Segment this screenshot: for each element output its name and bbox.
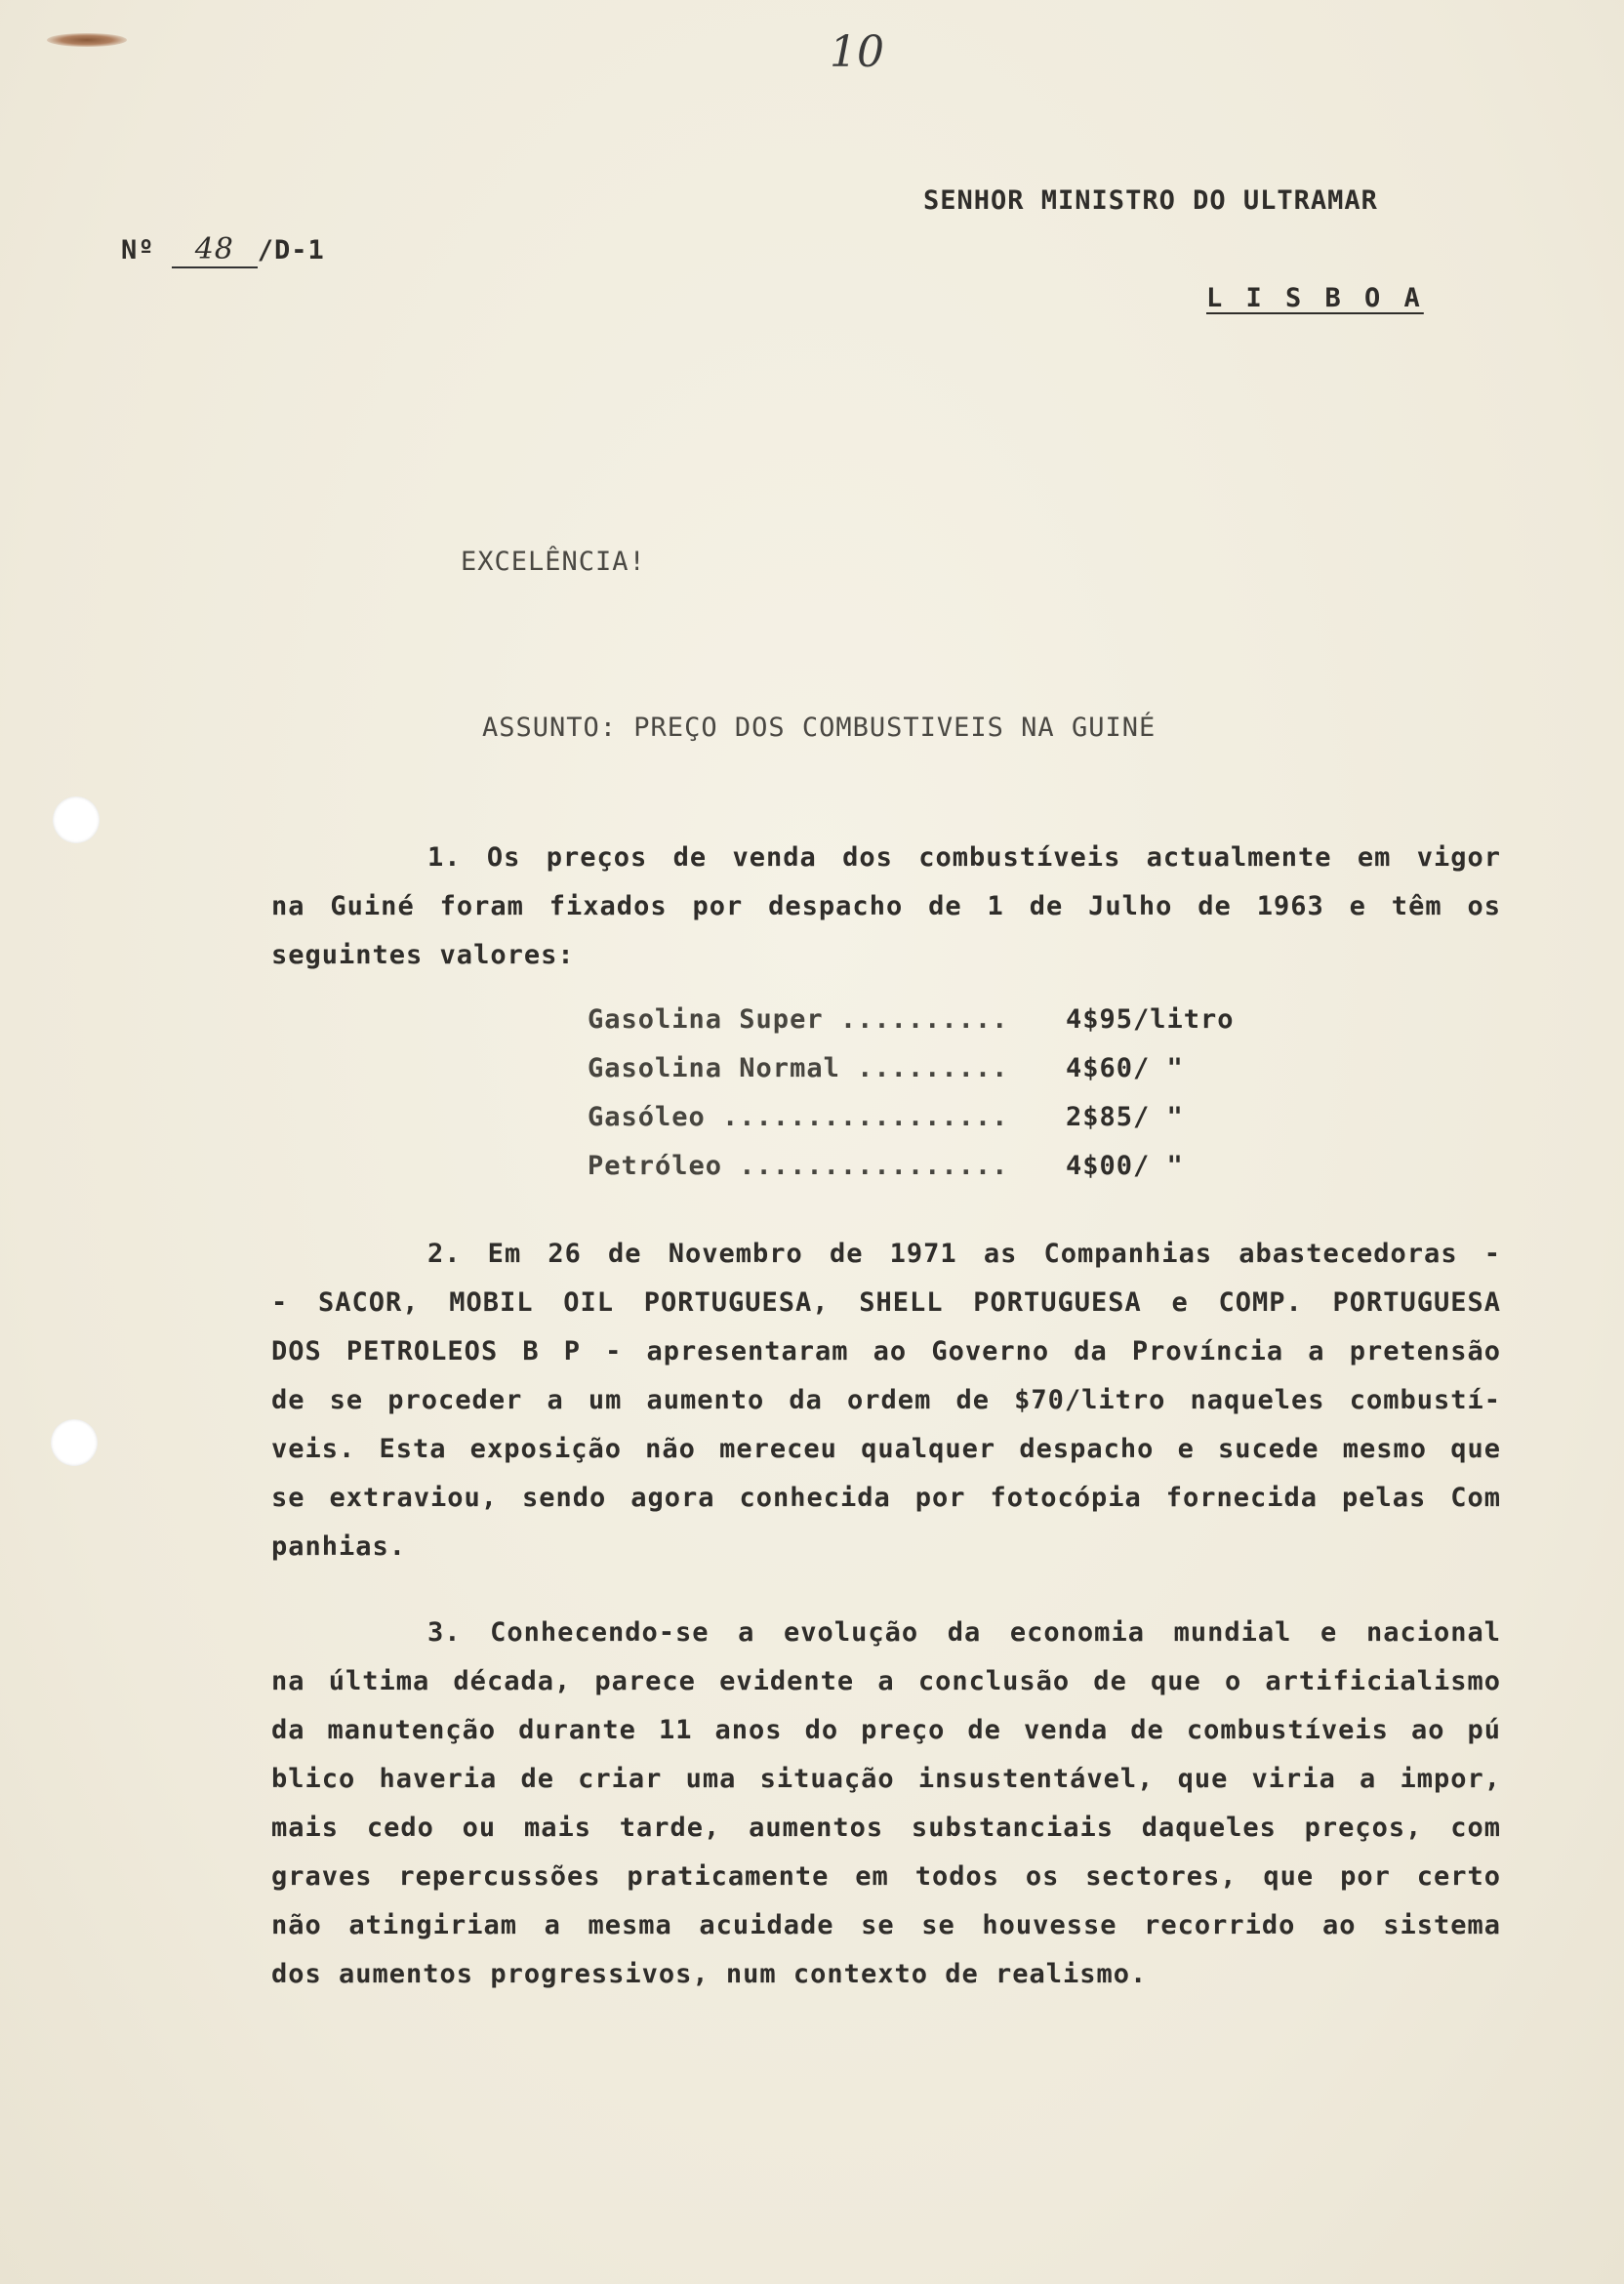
punch-hole bbox=[51, 1419, 98, 1466]
paragraph-line: não atingiriam a mesma acuidade se se houvesse recorrido ao sistema bbox=[271, 1910, 1501, 1940]
paragraph-3 bbox=[271, 1609, 1501, 1999]
addressee-city: L I S B O A bbox=[1206, 283, 1424, 313]
paragraph-line: dos aumentos progressivos, num contexto de realismo. bbox=[271, 1959, 1148, 1989]
price-value: 4$00/ " bbox=[1066, 1151, 1184, 1181]
page-number: 10 bbox=[830, 27, 884, 77]
price-value: 4$60/ " bbox=[1066, 1053, 1184, 1083]
paragraph-line: na última década, parece evidente a conclusão de que o artificialismo bbox=[271, 1666, 1501, 1696]
rust-stain bbox=[47, 33, 127, 47]
paragraph-2 bbox=[271, 1230, 1501, 1571]
price-item: Petróleo ................ bbox=[588, 1151, 1009, 1181]
price-row bbox=[588, 996, 1235, 1044]
paragraph-line: - SACOR, MOBIL OIL PORTUGUESA, SHELL PORTUGUESA e COMP. PORTUGUESA bbox=[271, 1287, 1501, 1318]
paragraph-line: na Guiné foram fixados por despacho de 1 de Julho de 1963 e têm os bbox=[271, 891, 1501, 921]
price-table bbox=[588, 996, 1235, 1191]
subject-line: ASSUNTO: PREÇO DOS COMBUSTIVEIS NA GUINÉ bbox=[482, 713, 1157, 743]
price-row bbox=[588, 1093, 1235, 1142]
price-item: Gasolina Super .......... bbox=[588, 1004, 1009, 1035]
price-item: Gasolina Normal ......... bbox=[588, 1053, 1009, 1083]
ref-prefix: Nº bbox=[121, 235, 155, 265]
price-value: 2$85/ " bbox=[1066, 1102, 1184, 1132]
price-value: 4$95/litro bbox=[1066, 1004, 1235, 1035]
paragraph-line: mais cedo ou mais tarde, aumentos substanciais daqueles preços, com bbox=[271, 1813, 1501, 1843]
addressee-title: SENHOR MINISTRO DO ULTRAMAR bbox=[923, 185, 1378, 216]
paragraph-line: graves repercussões praticamente em todos os sectores, que por certo bbox=[271, 1861, 1501, 1892]
ref-suffix: /D-1 bbox=[257, 235, 325, 265]
paragraph-line: DOS PETROLEOS B P - apresentaram ao Governo da Província a pretensão bbox=[271, 1336, 1501, 1366]
paragraph-line: 3. Conhecendo-se a evolução da economia mundial e nacional bbox=[427, 1617, 1501, 1648]
price-item: Gasóleo ................. bbox=[588, 1102, 1009, 1132]
price-row bbox=[588, 1142, 1235, 1191]
paragraph-line: seguintes valores: bbox=[271, 940, 575, 970]
paragraph-line: de se proceder a um aumento da ordem de $70/litro naqueles combustí- bbox=[271, 1385, 1501, 1415]
price-row bbox=[588, 1044, 1235, 1093]
punch-hole bbox=[53, 796, 100, 843]
paragraph-line: da manutenção durante 11 anos do preço de venda de combustíveis ao pú bbox=[271, 1715, 1501, 1745]
paragraph-line: blico haveria de criar uma situação insustentável, que viria a impor, bbox=[271, 1764, 1501, 1794]
paragraph-line: 1. Os preços de venda dos combustíveis actualmente em vigor bbox=[427, 842, 1501, 873]
paragraph-1 bbox=[271, 834, 1501, 980]
ref-number: 48 bbox=[172, 232, 258, 268]
paragraph-line: 2. Em 26 de Novembro de 1971 as Companhias abastecedoras - bbox=[427, 1239, 1501, 1269]
salutation: EXCELÊNCIA! bbox=[461, 547, 646, 577]
reference-number bbox=[121, 232, 325, 268]
paragraph-line: veis. Esta exposição não mereceu qualquer despacho e sucede mesmo que bbox=[271, 1434, 1501, 1464]
paragraph-line: se extraviou, sendo agora conhecida por fotocópia fornecida pelas Com bbox=[271, 1483, 1501, 1513]
paragraph-line: panhias. bbox=[271, 1531, 407, 1562]
